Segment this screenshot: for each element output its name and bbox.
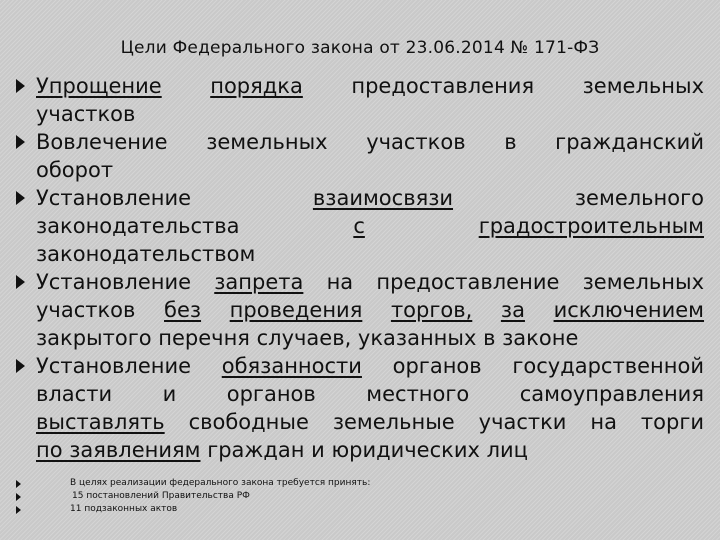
goal-word: самоуправления <box>519 382 704 406</box>
goal-word: Установление <box>36 270 192 294</box>
arrow-bullet-icon <box>16 135 25 149</box>
goal-word: на <box>590 410 617 434</box>
goal-word: земельные <box>332 410 455 434</box>
goal-word: законодательства <box>36 214 240 238</box>
note-text: 15 постановлений Правительства РФ <box>72 491 250 501</box>
goal-word: и <box>162 382 177 406</box>
goal-line <box>36 380 704 408</box>
goal-line <box>36 128 704 156</box>
goal-word: в <box>504 130 517 154</box>
goal-item-5 <box>14 352 704 464</box>
goal-word: градостроительным <box>478 214 704 238</box>
goal-word: за <box>500 298 525 322</box>
goal-line <box>36 240 704 268</box>
goal-word: без <box>164 298 202 322</box>
goal-word: проведения <box>229 298 363 322</box>
goal-word: Установление <box>36 186 192 210</box>
goals-list <box>14 72 704 464</box>
arrow-bullet-icon <box>16 191 25 205</box>
goal-word: торгов, <box>390 298 473 322</box>
goal-word: земельных <box>582 74 704 98</box>
goal-line <box>36 352 704 380</box>
goal-line <box>36 268 704 296</box>
goal-word: Упрощение <box>36 74 162 98</box>
goal-word: закрытого перечня случаев, указанных в законе <box>36 326 579 350</box>
goal-word: предоставления <box>351 74 535 98</box>
goal-item-3 <box>14 184 704 268</box>
goal-item-1 <box>14 72 704 128</box>
goal-word: предоставление <box>376 270 560 294</box>
goal-word: участки <box>478 410 567 434</box>
goal-line <box>36 436 704 464</box>
goal-word: органов <box>392 354 482 378</box>
arrow-bullet-icon <box>16 506 21 514</box>
goal-item-2 <box>14 128 704 184</box>
goal-line <box>36 212 704 240</box>
note-item <box>14 503 614 516</box>
goal-word: по заявлениям <box>36 438 201 462</box>
implementation-notes <box>14 477 614 516</box>
goal-word: запрета <box>214 270 304 294</box>
goal-line <box>36 100 704 128</box>
slide-title: Цели Федерального закона от 23.06.2014 № 171-ФЗ <box>120 38 600 58</box>
goal-line <box>36 408 704 436</box>
goal-word: с <box>353 214 365 238</box>
goal-word: взаимосвязи <box>312 186 454 210</box>
goal-line <box>36 324 704 352</box>
goal-word: земельных <box>206 130 328 154</box>
arrow-bullet-icon <box>16 480 21 488</box>
goal-word: свободные <box>188 410 309 434</box>
arrow-bullet-icon <box>16 359 25 373</box>
goal-word: Вовлечение <box>36 130 168 154</box>
goal-word: обязанности <box>221 354 362 378</box>
note-item <box>14 490 614 503</box>
goal-word: порядка <box>210 74 303 98</box>
goal-word: выставлять <box>36 410 165 434</box>
goal-word: Установление <box>36 354 192 378</box>
goal-word: земельного <box>574 186 704 210</box>
note-text: 11 подзаконных актов <box>70 504 178 514</box>
goal-line <box>36 156 704 184</box>
goal-word: государственной <box>512 354 704 378</box>
goal-line <box>36 72 704 100</box>
goal-word: власти <box>36 382 113 406</box>
goal-word: торги <box>640 410 705 434</box>
goal-word: исключением <box>553 298 705 322</box>
goal-line <box>36 296 704 324</box>
goal-line <box>36 184 704 212</box>
arrow-bullet-icon <box>16 79 25 93</box>
goal-word: участков <box>366 130 466 154</box>
goal-word: на <box>326 270 354 294</box>
goal-word: земельных <box>582 270 704 294</box>
goal-word: законодательством <box>36 242 256 266</box>
note-item <box>14 477 614 490</box>
goal-word: оборот <box>36 158 114 182</box>
goal-word: органов <box>226 382 316 406</box>
arrow-bullet-icon <box>16 275 25 289</box>
goal-word: местного <box>366 382 470 406</box>
arrow-bullet-icon <box>16 493 21 501</box>
goal-word: гражданский <box>555 130 704 154</box>
note-text: В целях реализации федерального закона требуется принять: <box>70 478 371 488</box>
goal-word: участков <box>36 298 136 322</box>
goal-item-4 <box>14 268 704 352</box>
goal-word: участков <box>36 102 136 126</box>
goal-word: граждан и юридических лиц <box>207 438 528 462</box>
